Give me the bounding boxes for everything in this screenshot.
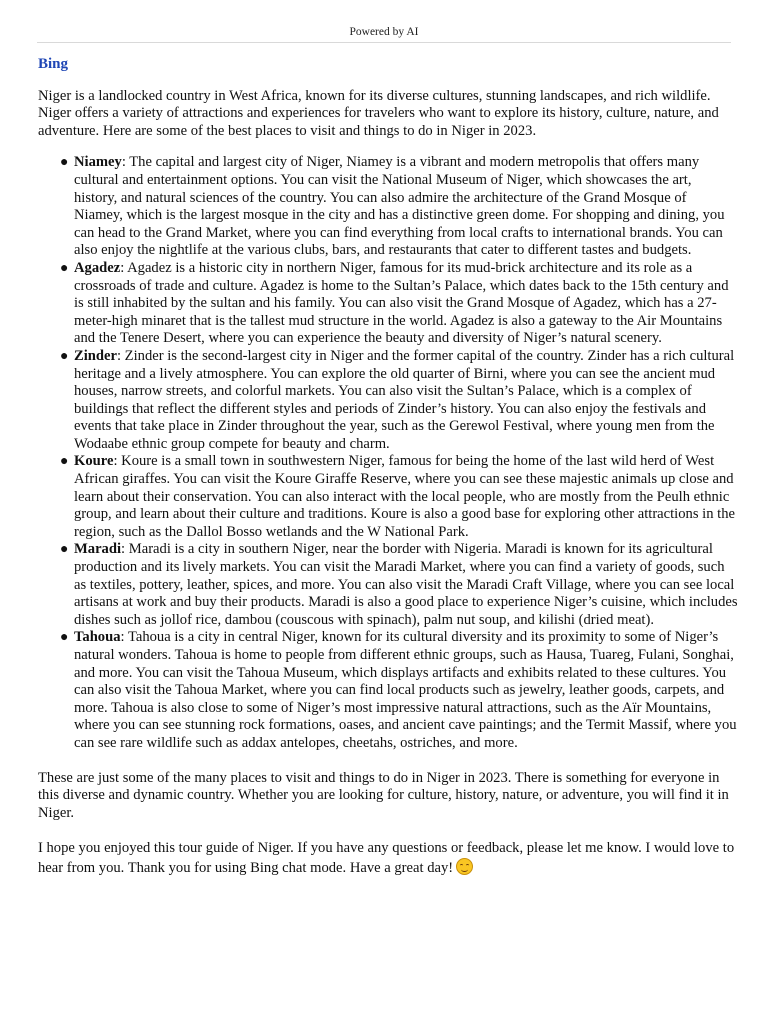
place-name: Agadez <box>74 259 121 276</box>
header-bar <box>37 0 731 43</box>
bullet-icon: ● <box>60 542 69 558</box>
place-description: : Tahoua is a city in central Niger, known for its cultural diversity and its proximity to some of Niger’s natural wonders. Tahoua is home to people from different ethnic groups, such as Hausa, Tuareg, Fulani, Songhai, and more. You can visit the Tahoua Museum, which displays artifacts and exhibits related to these cultures. You can also visit the Tahoua Market, where you can find local products such as jewelry, leather goods, carpets, and more. Tahoua is also close to some of Niger’s most impressive natural attractions, such as the Aïr Mountains, where you can see stunning rock formations, oases, and ancient cave paintings; and the Termit Massif, where you can see rare wildlife such as addax antelopes, cheetahs, ostriches, and more. <box>74 629 737 751</box>
bullet-icon: ● <box>60 155 69 171</box>
list-item <box>60 629 738 752</box>
place-name: Koure <box>74 453 114 470</box>
place-description: : The capital and largest city of Niger, Niamey is a vibrant and modern metropolis that offers many cultural and entertainment options. You can visit the National Museum of Niger, which showcases the art, history, and natural sciences of the country. You can also admire the architecture of the Grand Mosque of Niamey, which is the largest mosque in the city and has a distinctive green dome. For shopping and dining, you can head to the Grand Market, where you can find everything from local crafts to international brands. You can also enjoy the nightlife at the various clubs, bars, and restaurants that cater to different tastes and budgets. <box>74 154 725 259</box>
bullet-icon: ● <box>60 348 69 364</box>
chat-message <box>38 56 738 878</box>
bullet-icon: ● <box>60 260 69 276</box>
smiling-face-icon <box>456 858 473 875</box>
bullet-icon: ● <box>60 454 69 470</box>
list-item <box>60 259 738 348</box>
place-description: : Maradi is a city in southern Niger, near the border with Nigeria. Maradi is known for its agricultural production and its lively markets. You can visit the Maradi Market, where you can find a variety of goods, such as textiles, pottery, leather, spices, and more. You can also visit the Maradi Craft Village, where you can see local artisans at work and buy their products. Maradi is also a good place to experience Niger’s cuisine, which includes dishes such as jollof rice, dambou (couscous with spinach), palm nut soup, and kilishi (dried meat). <box>74 541 738 628</box>
speaker-name: Bing <box>38 56 69 72</box>
place-description: : Agadez is a historic city in northern Niger, famous for its mud-brick architecture and its role as a crossroads of trade and culture. Agadez is home to the Sultan’s Palace, which dates back to the 15th century and is still inhabited by the sultan and his family. You can also visit the Grand Mosque of Agadez, which has a 27-meter-high minaret that is the tallest mud structure in the world. Agadez is also a gateway to the Air Mountains and the Tenere Desert, where you can experience the beauty and diversity of Niger’s natural scenery. <box>74 259 729 347</box>
intro-paragraph: Niger is a landlocked country in West Africa, known for its diverse cultures, stunning landscapes, and rich wildlife. Niger offers a variety of attractions and experiences for travelers who want to explore its history, culture, nature, and adventure. Here are some of the best places to visit and things to do in Niger in 2023. <box>38 87 719 139</box>
place-name: Tahoua <box>74 629 121 646</box>
thanks-paragraph <box>38 840 738 877</box>
bullet-icon: ● <box>60 630 69 646</box>
thanks-text: I hope you enjoyed this tour guide of Niger. If you have any questions or feedback, please let me know. I would love to hear from you. Thank you for using Bing chat mode. Have a great day! <box>38 840 735 876</box>
places-list <box>38 154 738 752</box>
place-name: Maradi <box>74 541 122 558</box>
list-item <box>60 541 738 629</box>
list-item <box>60 154 738 260</box>
place-description: : Koure is a small town in southwestern Niger, famous for being the home of the last wild herd of West African giraffes. You can visit the Koure Giraffe Reserve, where you can see these majestic animals up close and learn about their conservation. You can also interact with the local people, who are mostly from the Peulh ethnic group, and learn about their culture and traditions. Koure is also a good base for exploring other attractions in the region, such as the Dallol Bosso wetlands and the W National Park. <box>74 453 735 540</box>
powered-by-label: Powered by AI <box>349 26 419 38</box>
place-description: : Zinder is the second-largest city in Niger and the former capital of the country. Zinder has a rich cultural heritage and a lively atmosphere. You can explore the old quarter of Birni, where you can see the ancient mud houses, narrow streets, and colorful markets. You can also visit the Sultan’s Palace, which is a complex of buildings that reflect the different styles and periods of Zinder’s history. You can also enjoy the festivals and events that take place in Zinder throughout the year, such as the Gerewol Festival, where young men from the Wodaabe ethnic group compete for beauty and charm. <box>74 347 735 452</box>
list-item <box>60 347 738 454</box>
place-name: Niamey <box>74 154 122 171</box>
list-item <box>60 453 738 541</box>
place-name: Zinder <box>74 347 117 364</box>
closing-paragraph: These are just some of the many places to visit and things to do in Niger in 2023. There is something for everyone in this diverse and dynamic country. Whether you are looking for culture, history, nature, or adventure, you will find it in Niger. <box>38 769 729 821</box>
